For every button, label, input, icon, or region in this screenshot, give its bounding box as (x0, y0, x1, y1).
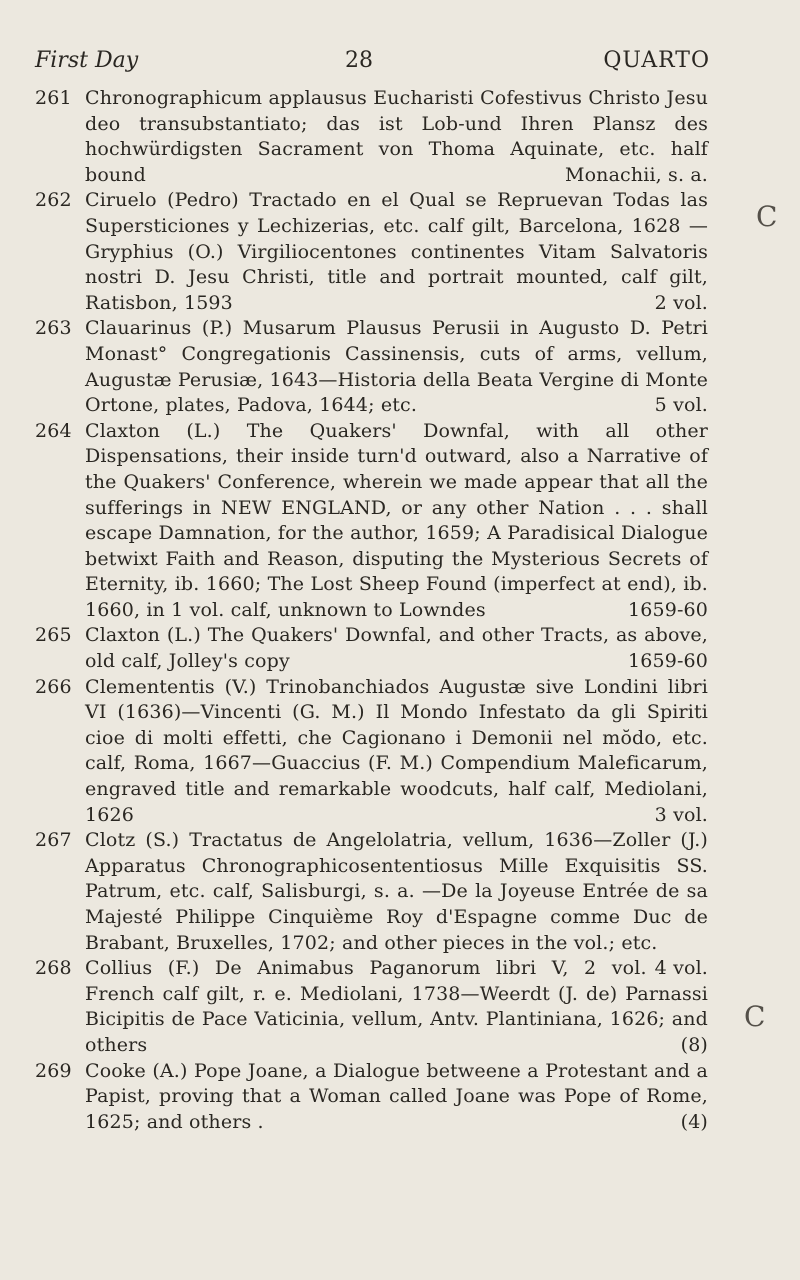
entry-date: 1659-60 (627, 598, 708, 621)
lot-number: 264 (35, 419, 72, 442)
handwritten-mark: C (756, 200, 778, 233)
catalogue-entry (35, 316, 708, 418)
entry-text: Claxton (L.) The Quakers' Downfal, and other Tracts, as above, old calf, Jolley's copy (85, 624, 708, 673)
entry-text: Clemententis (V.) Trinobanchiados Augustæ sive Londini libri VI (1636)—Vincenti (G. M.) Il Mondo Infestato da gli Spiriti cioe di molti effetti, che Cagionano i Demonii nel mŏdo, etc. calf, Roma, 1667—Guaccius (F. M.) Compendium Maleficarum, engraved title and remarkable woodcuts, half calf, Mediolani, 1626 (85, 675, 708, 826)
header-format: QUARTO (603, 48, 710, 73)
entry-date: (8) (680, 1033, 708, 1056)
catalogue-entries (35, 86, 708, 1135)
catalogue-entry (35, 623, 708, 674)
lot-number: 262 (35, 189, 72, 212)
entry-text: Clotz (S.) Tractatus de Angelolatria, vellum, 1636—Zoller (J.) Apparatus Chronographicosententiosus Mille Exquisitis SS. Patrum, etc. calf, Salisburgi, s. a. —De la Joyeuse Entrée de sa Majesté Philippe Cinquième Roy d'Espagne comme Duc de Brabant, Bruxelles, 1702; and other pieces in the vol.; etc. (85, 829, 708, 954)
catalogue-entry (35, 188, 708, 316)
entry-date: 3 vol. (654, 803, 708, 826)
margin-annotations (740, 0, 800, 1280)
header-day: First Day (35, 48, 139, 73)
entry-date: Monachii, s. a. (564, 163, 708, 186)
catalogue-entry (35, 86, 708, 188)
entry-text: Ciruelo (Pedro) Tractado en el Qual se Repruevan Todas las Supersticiones y Lechizerias, etc. calf gilt, Barcelona, 1628 — Gryphius (O.) Virgiliocentones continentes Vitam Salvatoris nostri D. Jesu Christi, title and portrait mounted, calf gilt, Ratisbon, 1593 (85, 189, 708, 314)
entry-text: Chronographicum applausus Eucharisti Cofestivus Christo Jesu deo transubstantiato; das ist Lob-und Ihren Plansz des hochwürdigsten Sacrament von Thoma Aquinate, etc. half bound (85, 87, 708, 186)
entry-date: 1659-60 (627, 650, 708, 673)
entry-text: Collius (F.) De Animabus Paganorum libri V, 2 vol. French calf gilt, r. e. Mediolani, 1738—Weerdt (J. de) Parnassi Bicipitis de Pace Vaticinia, vellum, Antv. Plantiniana, 1626; and others (85, 957, 708, 1056)
catalogue-entry (35, 419, 708, 624)
lot-number: 268 (35, 957, 72, 980)
handwritten-mark: C (744, 1000, 766, 1033)
entry-date: 5 vol. (654, 394, 708, 417)
running-header (35, 48, 710, 78)
catalogue-entry (35, 1059, 708, 1136)
lot-number: 261 (35, 87, 72, 109)
entry-date: 2 vol. (654, 291, 708, 314)
catalogue-entry (35, 956, 708, 1058)
lot-number: 263 (35, 317, 72, 340)
entry-date: 4 vol. (654, 957, 708, 980)
catalogue-entry (35, 675, 708, 829)
entry-text: Clauarinus (P.) Musarum Plausus Perusii in Augusto D. Petri Monast° Congregationis Cassinensis, cuts of arms, vellum, Augustæ Perusiæ, 1643—Historia della Beata Vergine di Monte Ortone, plates, Padova, 1644; etc. (85, 317, 708, 417)
lot-number: 266 (35, 675, 72, 698)
lot-number: 269 (35, 1059, 72, 1082)
entry-text: Cooke (A.) Pope Joane, a Dialogue betweene a Protestant and a Papist, proving that a Woman called Joane was Pope of Rome, 1625; and others . (85, 1059, 708, 1133)
page-number: 28 (345, 48, 373, 73)
entry-date: (4) (680, 1110, 708, 1133)
entry-text: Claxton (L.) The Quakers' Downfal, with all other Dispensations, their inside turn'd outward, also a Narrative of the Quakers' Conference, wherein we made appear that all the sufferings in NEW ENGLAND, or any other Nation . . . shall escape Damnation, for the author, 1659; A Paradisical Dialogue betwixt Faith and Reason, disputing the Mysterious Secrets of Eternity, ib. 1660; The Lost Sheep Found (imperfect at end), ib. 1660, in 1 vol. calf, unknown to Lowndes (85, 419, 708, 621)
lot-number: 267 (35, 829, 72, 852)
lot-number: 265 (35, 624, 72, 647)
